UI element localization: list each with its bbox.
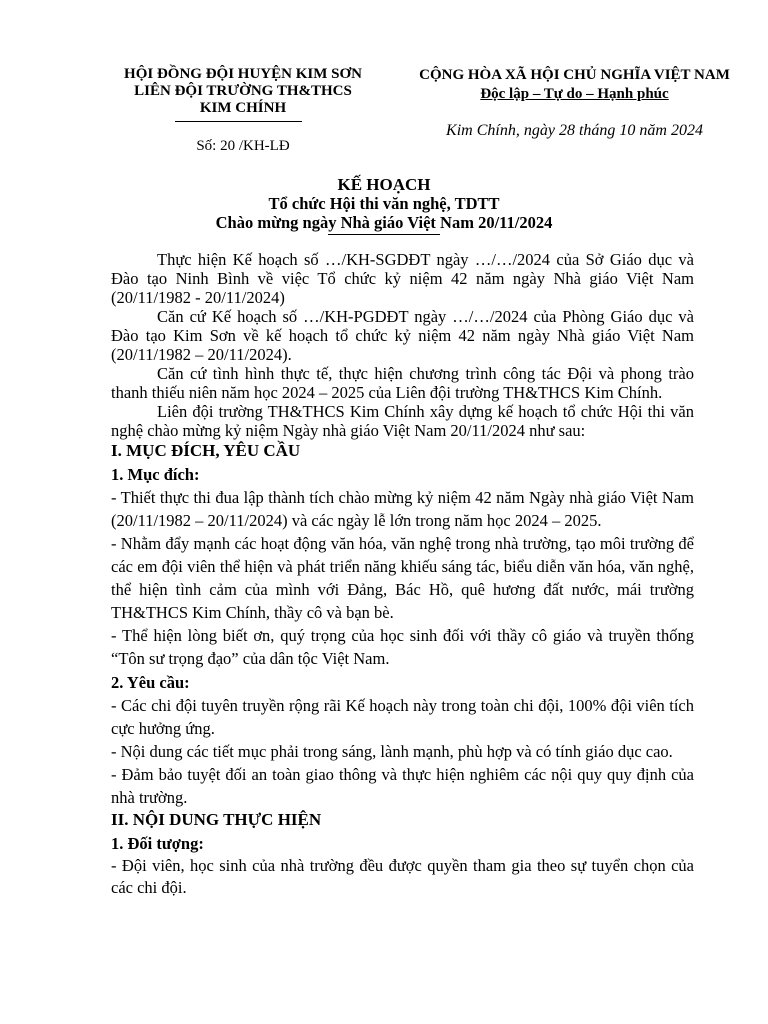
document-body [111, 250, 694, 899]
requirement-item: - Đảm bảo tuyệt đối an toàn giao thông và thực hiện nghiêm các nội quy quy định của nhà trường. [111, 765, 694, 807]
requirement-item: - Các chi đội tuyên truyền rộng rãi Kế hoạch này trong toàn chi đội, 100% đội viên tích cực hưởng ứng. [111, 696, 694, 738]
org-line-3: KIM CHÍNH [199, 100, 287, 116]
purpose-item: - Thể hiện lòng biết ơn, quý trọng của học sinh đối với thầy cô giáo và truyền thống “Tôn sư trọng đạo” của dân tộc Việt Nam. [111, 626, 694, 668]
purpose-item: - Nhằm đẩy mạnh các hoạt động văn hóa, văn nghệ trong nhà trường, tạo môi trường để các em đội viên thể hiện và phát triển năng khiếu sáng tác, biểu diễn văn hóa, văn nghệ, thể hiện tình cảm của mình với Đảng, Bác Hồ, quê hương đất nước, mái trường TH&THCS Kim Chính, thầy cô và bạn bè. [111, 534, 694, 622]
nation-motto: Độc lập – Tự do – Hạnh phúc [480, 86, 669, 102]
participant-item: - Đội viên, học sinh của nhà trường đều được quyền tham gia theo sự tuyển chọn của các chi đội. [111, 856, 694, 897]
place-date: Kim Chính, ngày 28 tháng 10 năm 2024 [446, 122, 703, 139]
intro-paragraph: Căn cứ Kế hoạch số …/KH-PGDĐT ngày …/…/2024 của Phòng Giáo dục và Đào tạo Kim Sơn về kế hoạch tổ chức kỷ niệm 42 năm ngày Nhà giáo Việt Nam (20/11/1982 – 20/11/2024). [111, 307, 694, 364]
section-2-subheading-participants: 1. Đối tượng: [111, 834, 204, 853]
intro-paragraph: Căn cứ tình hình thực tế, thực hiện chương trình công tác Đội và phong trào thanh thiếu niên năm học 2024 – 2025 của Liên đội trường TH&THCS Kim Chính. [111, 364, 694, 402]
issuing-organization [108, 66, 378, 117]
org-underline [175, 121, 302, 122]
nation-line-1: CỘNG HÒA XÃ HỘI CHỦ NGHĨA VIỆT NAM [419, 67, 730, 83]
purpose-item: - Thiết thực thi đua lập thành tích chào mừng kỷ niệm 42 năm Ngày nhà giáo Việt Nam (20/11/1982 – 20/11/2024) và các ngày lễ lớn trong năm học 2024 – 2025. [111, 488, 694, 530]
intro-paragraph: Liên đội trường TH&THCS Kim Chính xây dựng kế hoạch tổ chức Hội thi văn nghệ chào mừng kỷ niệm Ngày nhà giáo Việt Nam 20/11/2024 như sau: [111, 402, 694, 440]
section-1-heading: I. MỤC ĐÍCH, YÊU CẦU [111, 441, 301, 460]
requirement-item: - Nội dung các tiết mục phải trong sáng, lành mạnh, phù hợp và có tính giáo dục cao. [111, 742, 673, 761]
section-2-heading: II. NỘI DUNG THỰC HIỆN [111, 810, 322, 829]
intro-paragraph: Thực hiện Kế hoạch số …/KH-SGDĐT ngày …/…/2024 của Sở Giáo dục và Đào tạo Ninh Bình về việc Tổ chức kỷ niệm 42 năm ngày Nhà giáo Việt Nam (20/11/1982 - 20/11/2024) [111, 250, 694, 307]
title-underline [328, 234, 440, 235]
title-line-1: KẾ HOẠCH [337, 175, 431, 194]
title-line-2: Tổ chức Hội thi văn nghệ, TDTT [268, 194, 500, 213]
section-1-subheading-purpose: 1. Mục đích: [111, 465, 200, 484]
org-line-1: HỘI ĐỒNG ĐỘI HUYỆN KIM SƠN [124, 66, 362, 82]
document-title [0, 175, 768, 232]
title-line-3: Chào mừng ngày Nhà giáo Việt Nam 20/11/2024 [215, 213, 553, 232]
org-line-2: LIÊN ĐỘI TRƯỜNG TH&THCS [134, 83, 352, 99]
section-1-subheading-requirements: 2. Yêu cầu: [111, 673, 190, 692]
document-number: Số: 20 /KH-LĐ [196, 138, 290, 154]
national-header [402, 66, 747, 104]
